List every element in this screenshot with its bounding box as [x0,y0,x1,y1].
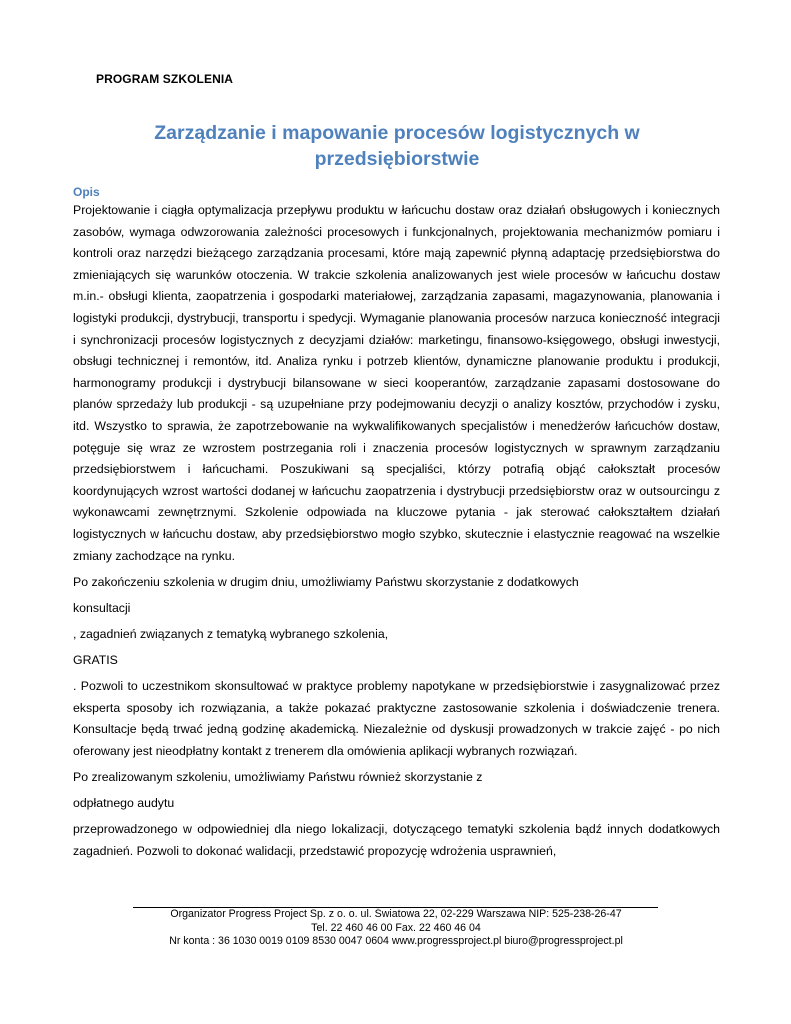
footer-organizer-line: Organizator Progress Project Sp. z o. o. ul. Światowa 22, 02-229 Warszawa NIP: 525-238-26-47 [170,908,622,920]
consultation-word: konsultacji [73,600,131,615]
section-label-opis: Opis [73,185,100,199]
gratis-label: GRATIS [73,652,118,667]
consultation-description: . Pozwoli to uczestnikom skonsultować w praktyce problemy napotykane w przedsiębiorstwie i zasygnalizować przez eksperta sposoby ich rozwiązania, a także pokazać praktyczne zastosowanie szkolenia i doświadczenie trenera. Konsultacje będą trwać jedną godzinę akademicką. Niezależnie od dyskusji prowadzonych w trakcie zajęć - po nich oferowany jest nieodpłatny kontakt z trenerem dla omówienia aplikacji wybranych rozwiązań. [73,678,720,758]
page-footer [100,908,692,949]
audit-intro: Po zrealizowanym szkoleniu, umożliwiamy Państwu również skorzystanie z [73,769,483,784]
footer-phone-line: Tel. 22 460 46 00 Fax. 22 460 46 04 [311,921,481,934]
program-label: PROGRAM SZKOLENIA [96,72,234,86]
document-body [73,200,720,862]
title-line-2: przedsiębiorstwie [314,148,480,170]
consultation-topic: , zagadnień związanych z tematyką wybranego szkolenia, [73,626,389,641]
audit-description: przeprowadzonego w odpowiedniej dla niego lokalizacji, dotyczącego tematyki szkolenia bądź innych dodatkowych zagadnień. Pozwoli to dokonać walidacji, przedstawić propozycję wdrożenia usprawnień, [73,822,720,858]
footer-account-line: Nr konta : 36 1030 0019 0109 8530 0047 0604 www.progressproject.pl biuro@progressproject.pl [169,935,623,947]
title-line-1: Zarządzanie i mapowanie procesów logistycznych w [154,122,640,144]
document-title [73,120,721,172]
main-paragraph: Projektowanie i ciągła optymalizacja przepływu produktu w łańcuchu dostaw oraz działań obsługowych i koniecznych zasobów, wymaga odwzorowania zależności procesowych i funkcjonalnych, projektowania mechanizmów pomiaru i kontroli oraz narzędzi bieżącego zarządzania procesami, które mają zapewnić płynną adaptację przedsiębiorstwa do zmieniających się warunków otoczenia. W trakcie szkolenia analizowanych jest wiele procesów w łańcuchu dostaw m.in.- obsługi klienta, zaopatrzenia i gospodarki materiałowej, zarządzania zapasami, magazynowania, planowania i logistyki produkcji, dystrybucji, transportu i spedycji. Wymaganie planowania procesów narzuca konieczność integracji i synchronizacji procesów logistycznych z decyzjami działów: marketingu, finansowo-księgowego, obsługi inwestycji, obsługi technicznej i remontów, itd. Analiza rynku i potrzeb klientów, dynamiczne planowanie produktu i produkcji, harmonogramy produkcji i dystrybucji bilansowane w sieci kooperantów, zarządzanie zapasami dostosowane do planów sprzedaży lub produkcji - są uzupełniane przy podejmowaniu decyzji o analizy kosztów, przychodów i zysku, itd. Wszystko to sprawia, że zapotrzebowanie na wykwalifikowanych specjalistów i menedżerów łańcuchów dostaw, potęguje się wraz ze wzrostem postrzegania roli i znaczenia procesów logistycznych w sprawnym zarządzaniu przedsiębiorstwem i łańcuchami. Poszukiwani są specjaliści, którzy potrafią objąć całokształt procesów koordynujących wzrost wartości dodanej w łańcuchu zaopatrzenia i dystrybucji przedsiębiorstw oraz w outsourcingu z wykonawcami zewnętrznymi. Szkolenie odpowiada na kluczowe pytania - jak sterować całokształtem działań logistycznych w łańcuchu dostaw, aby przedsiębiorstwo mogło szybko, skutecznie i elastycznie reagować na wszelkie zmiany zachodzące na rynku. [73,203,720,563]
audit-word: odpłatnego audytu [73,795,175,810]
consultation-intro: Po zakończeniu szkolenia w drugim dniu, umożliwiamy Państwu skorzystanie z dodatkowych [73,574,579,589]
